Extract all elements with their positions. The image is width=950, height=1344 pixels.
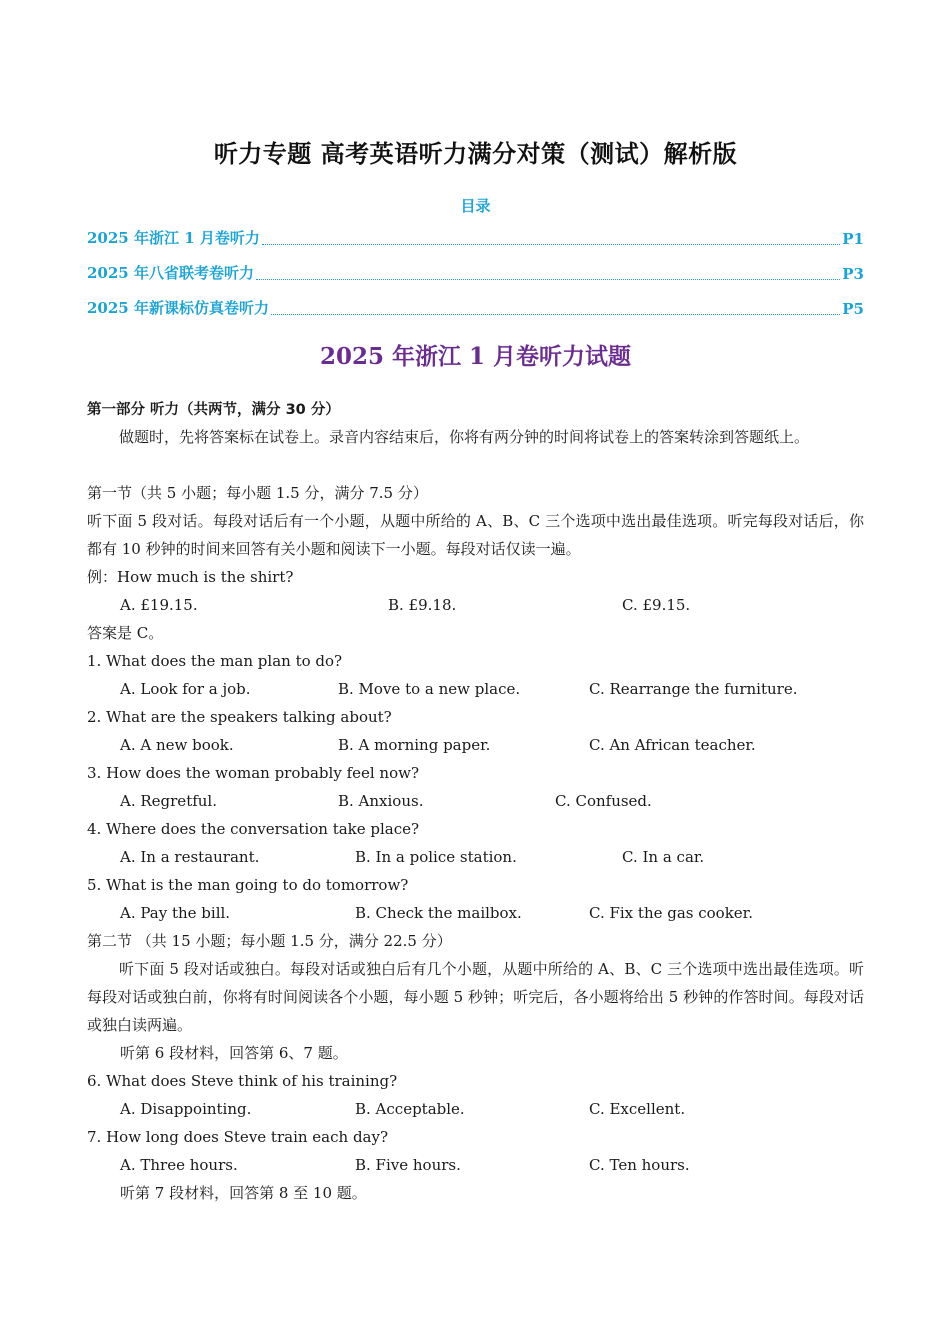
question-5-option-a: A. Pay the bill. bbox=[120, 904, 231, 922]
question-1: 1. What does the man plan to do? bbox=[87, 652, 343, 670]
question-7-option-b: B. Five hours. bbox=[355, 1156, 461, 1174]
question-3-option-a: A. Regretful. bbox=[120, 792, 217, 810]
question-2-option-b: B. A morning paper. bbox=[338, 736, 491, 754]
document-title: 听力专题 高考英语听力满分对策（测试）解析版 bbox=[213, 140, 738, 168]
question-4: 4. Where does the conversation take place? bbox=[87, 820, 420, 838]
toc-leader-dots bbox=[262, 244, 840, 245]
toc-entry-label: 2025 年浙江 1 月卷听力 bbox=[87, 229, 260, 247]
question-3-option-b: B. Anxious. bbox=[338, 792, 424, 810]
question-6-option-a: A. Disappointing. bbox=[120, 1100, 252, 1118]
toc-entry-page: P1 bbox=[842, 230, 864, 248]
toc-leader-dots bbox=[271, 314, 840, 315]
section2-intro: 听下面 5 段对话或独白。每段对话或独白后有几个小题，从题中所给的 A、B、C 三个选项中选出最佳选项。听每段对话或独白前，你将有时间阅读各个小题，每小题 5 秒钟；听完后，各小题将给出 5 秒钟的作答时间。每段对话或独白读两遍。 bbox=[87, 960, 864, 1034]
question-4-option-a: A. In a restaurant. bbox=[120, 848, 260, 866]
example-question: 例：How much is the shirt? bbox=[87, 568, 294, 586]
toc-entry[interactable] bbox=[87, 263, 864, 283]
question-1-option-a: A. Look for a job. bbox=[120, 680, 251, 698]
instructions-paragraph: 做题时，先将答案标在试卷上。录音内容结束后，你将有两分钟的时间将试卷上的答案转涂到答题纸上。 bbox=[119, 428, 810, 446]
question-7: 7. How long does Steve train each day? bbox=[87, 1128, 389, 1146]
question-6-option-b: B. Acceptable. bbox=[355, 1100, 465, 1118]
material-7-instruction: 听第 7 段材料，回答第 8 至 10 题。 bbox=[120, 1184, 367, 1202]
question-4-option-b: B. In a police station. bbox=[355, 848, 517, 866]
question-1-option-c: C. Rearrange the furniture. bbox=[589, 680, 798, 698]
question-7-option-a: A. Three hours. bbox=[120, 1156, 238, 1174]
toc-entry[interactable] bbox=[87, 228, 864, 248]
question-7-option-c: C. Ten hours. bbox=[589, 1156, 690, 1174]
toc-entry-page: P3 bbox=[842, 265, 864, 283]
example-answer: 答案是 C。 bbox=[87, 624, 164, 642]
section-title: 2025 年浙江 1 月卷听力试题 bbox=[319, 343, 632, 370]
question-2: 2. What are the speakers talking about? bbox=[87, 708, 392, 726]
question-3-option-c: C. Confused. bbox=[555, 792, 652, 810]
part-heading: 第一部分 听力（共两节，满分 30 分） bbox=[87, 402, 340, 418]
toc-entry-page: P5 bbox=[842, 300, 864, 318]
example-option-c: C. £9.15. bbox=[622, 596, 691, 614]
question-1-option-b: B. Move to a new place. bbox=[338, 680, 521, 698]
section1-intro: 听下面 5 段对话。每段对话后有一个小题，从题中所给的 A、B、C 三个选项中选出最佳选项。听完每段对话后，你都有 10 秒钟的时间来回答有关小题和阅读下一小题。每段对话仅读一遍。 bbox=[87, 512, 864, 558]
toc-entry-label: 2025 年新课标仿真卷听力 bbox=[87, 299, 269, 317]
question-2-option-c: C. An African teacher. bbox=[589, 736, 756, 754]
section1-heading: 第一节（共 5 小题；每小题 1.5 分，满分 7.5 分） bbox=[87, 484, 428, 502]
question-2-option-a: A. A new book. bbox=[120, 736, 234, 754]
question-6: 6. What does Steve think of his training? bbox=[87, 1072, 398, 1090]
question-5-option-c: C. Fix the gas cooker. bbox=[589, 904, 753, 922]
toc-entry[interactable] bbox=[87, 298, 864, 318]
question-6-option-c: C. Excellent. bbox=[589, 1100, 686, 1118]
toc-leader-dots bbox=[256, 279, 840, 280]
question-5-option-b: B. Check the mailbox. bbox=[355, 904, 522, 922]
question-5: 5. What is the man going to do tomorrow? bbox=[87, 876, 409, 894]
question-4-option-c: C. In a car. bbox=[622, 848, 705, 866]
toc-heading: 目录 bbox=[460, 197, 491, 215]
example-option-b: B. £9.18. bbox=[388, 596, 457, 614]
question-3: 3. How does the woman probably feel now? bbox=[87, 764, 420, 782]
toc-entry-label: 2025 年八省联考卷听力 bbox=[87, 264, 254, 282]
material-6-instruction: 听第 6 段材料，回答第 6、7 题。 bbox=[120, 1044, 348, 1062]
section2-heading: 第二节 （共 15 小题；每小题 1.5 分，满分 22.5 分） bbox=[87, 932, 452, 950]
example-option-a: A. £19.15. bbox=[120, 596, 198, 614]
